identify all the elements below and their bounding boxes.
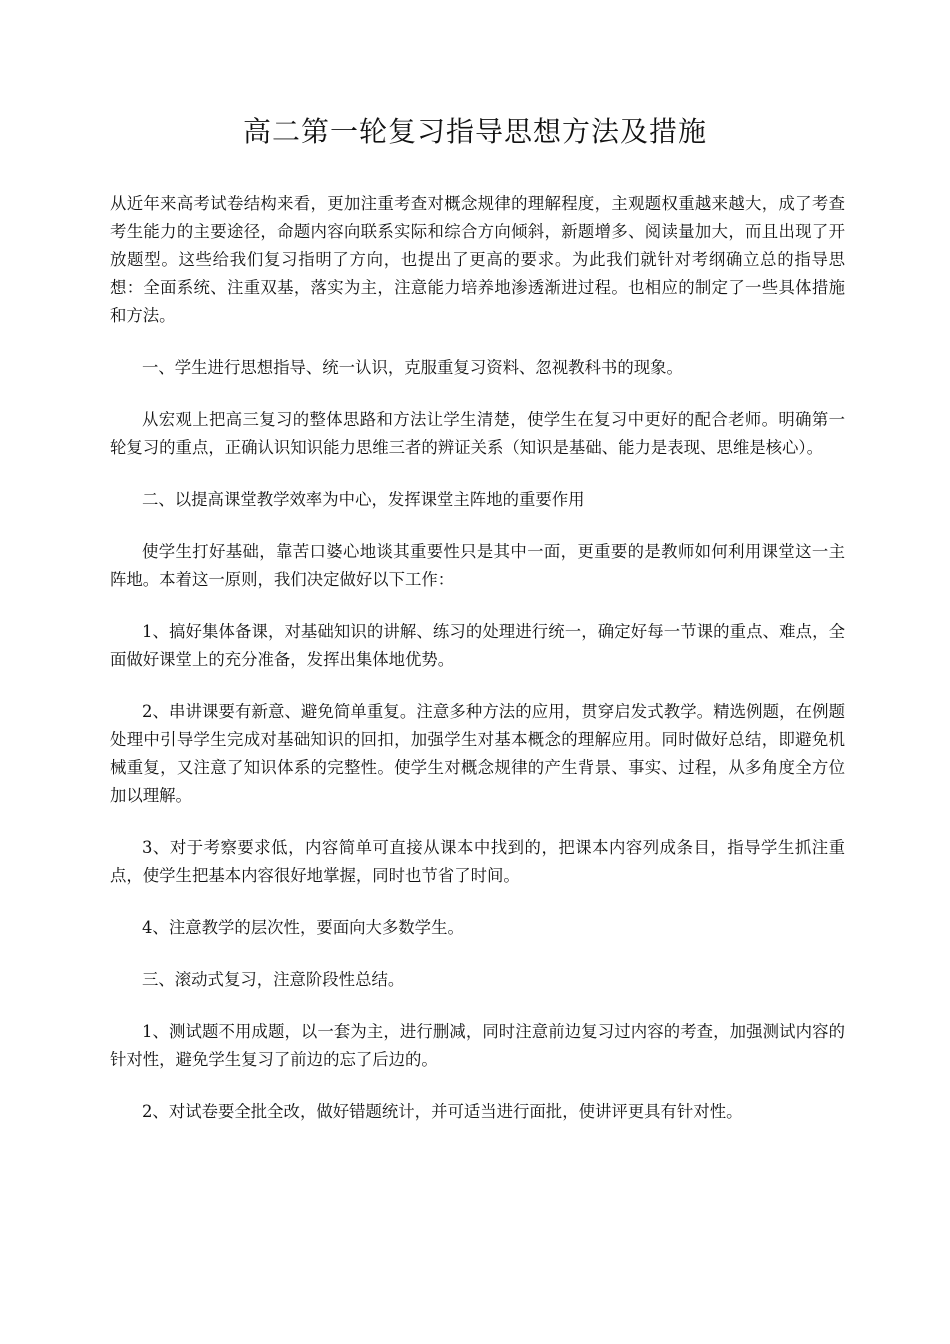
list-item-2-2: 2、串讲课要有新意、避免简单重复。注意多种方法的应用，贯穿启发式教学。精选例题，在例题处理中引导学生完成对基础知识的回扣，加强学生对基本概念的理解应用。同时做好总结，即避免机械重复，又注意了知识体系的完整性。使学生对概念规律的产生背景、事实、过程，从多角度全方位加以理解。 [110, 702, 845, 805]
list-item-2-3: 3、对于考察要求低，内容简单可直接从课本中找到的，把课本内容列成条目，指导学生抓注重点，使学生把基本内容很好地掌握，同时也节省了时间。 [110, 838, 845, 885]
paragraph-section-1: 从宏观上把高三复习的整体思路和方法让学生清楚，使学生在复习中更好的配合老师。明确第一轮复习的重点，正确认识知识能力思维三者的辨证关系（知识是基础、能力是表现、思维是核心）。 [110, 410, 845, 457]
section-heading-1: 一、学生进行思想指导、统一认识，克服重复习资料、忽视教科书的现象。 [142, 358, 683, 377]
list-item-2-4: 4、注意教学的层次性，要面向大多数学生。 [142, 918, 464, 937]
list-item-3-2: 2、对试卷要全批全改，做好错题统计，并可适当进行面批，使讲评更具有针对性。 [142, 1102, 743, 1121]
paragraph-section-2: 使学生打好基础，靠苦口婆心地谈其重要性只是其中一面，更重要的是教师如何利用课堂这一主阵地。本着这一原则，我们决定做好以下工作： [110, 542, 845, 589]
document-body [110, 190, 845, 1150]
section-heading-3: 三、滚动式复习，注意阶段性总结。 [142, 970, 405, 989]
list-item-2-1: 1、搞好集体备课，对基础知识的讲解、练习的处理进行统一，确定好每一节课的重点、难点，全面做好课堂上的充分准备，发挥出集体地优势。 [110, 622, 845, 669]
paragraph-intro: 从近年来高考试卷结构来看，更加注重考查对概念规律的理解程度，主观题权重越来越大，成了考查考生能力的主要途径，命题内容向联系实际和综合方向倾斜，新题增多、阅读量加大，而且出现了开放题型。这些给我们复习指明了方向，也提出了更高的要求。为此我们就针对考纲确立总的指导思想：全面系统、注重双基，落实为主，注意能力培养地渗透渐进过程。也相应的制定了一些具体措施和方法。 [110, 194, 845, 325]
section-heading-2: 二、以提高课堂教学效率为中心，发挥课堂主阵地的重要作用 [142, 490, 585, 509]
document-title: 高二第一轮复习指导思想方法及措施 [242, 115, 707, 148]
list-item-3-1: 1、测试题不用成题，以一套为主，进行删减，同时注意前边复习过内容的考查，加强测试内容的针对性，避免学生复习了前边的忘了后边的。 [110, 1022, 845, 1069]
